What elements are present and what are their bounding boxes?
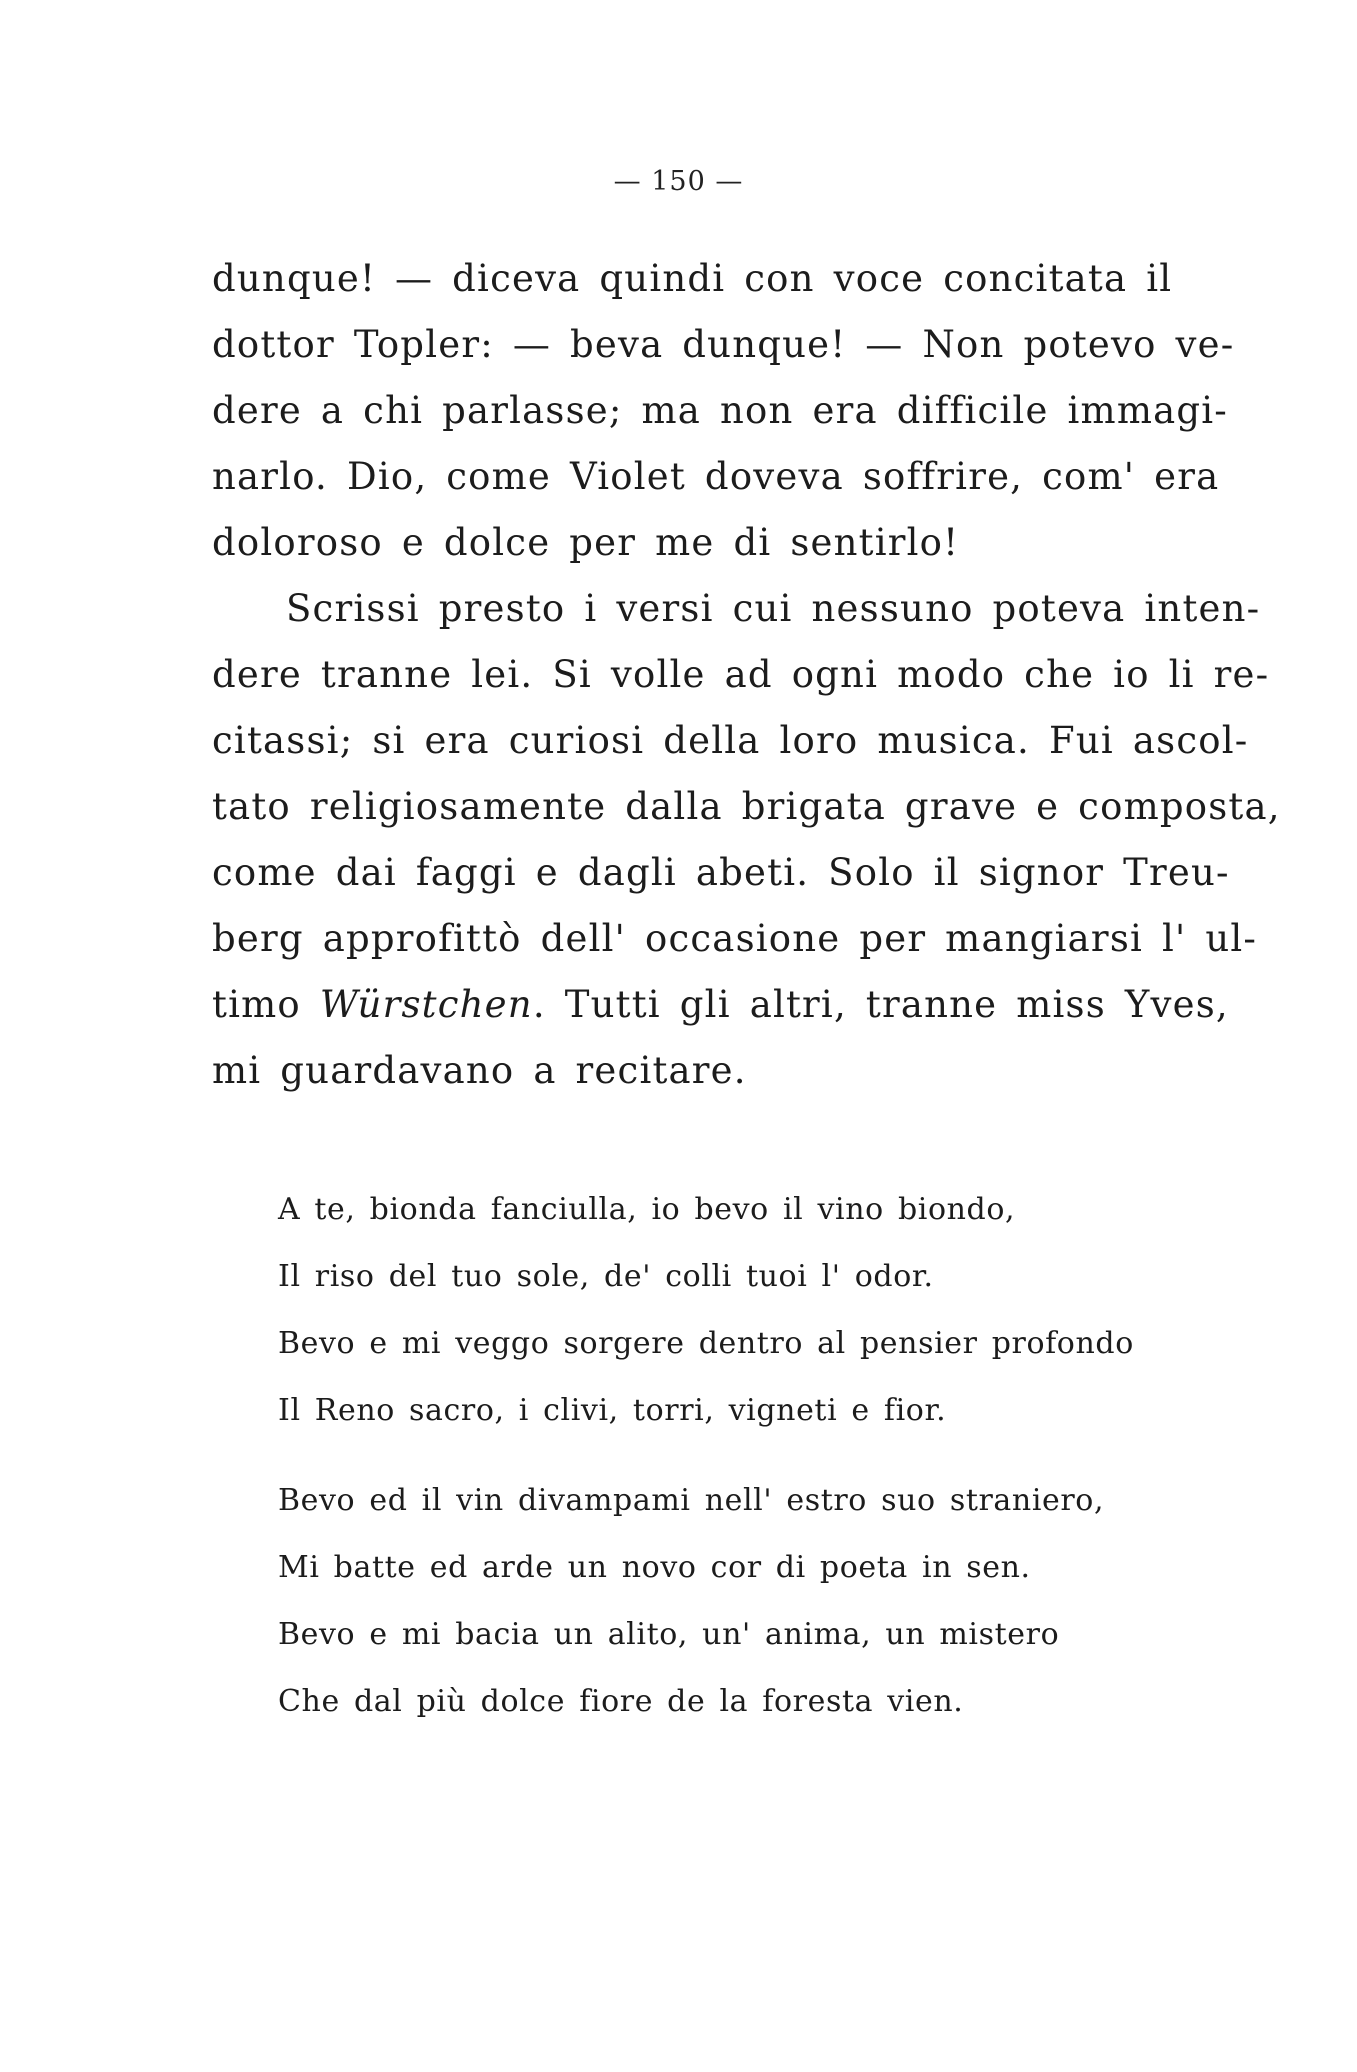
verse-line: Il Reno sacro, i clivi, torri, vigneti e fior. [278,1393,947,1428]
prose-block [212,246,1281,1104]
prose-line [212,972,1229,1038]
verse-line: Bevo e mi veggo sorgere dentro al pensier profondo [278,1326,1134,1361]
prose-line: Scrissi presto i versi cui nessuno poteva inten- [286,587,1261,630]
verse-line: Bevo ed il vin divampami nell' estro suo straniero, [278,1483,1105,1518]
prose-line: come dai faggi e dagli abeti. Solo il signor Treu- [212,851,1230,894]
prose-line: mi guardavano a recitare. [212,1049,747,1092]
italic-word: Würstchen [319,983,533,1026]
prose-line: dottor Topler: — beva dunque! — Non potevo ve- [212,323,1235,366]
prose-line: dunque! — diceva quindi con voce concitata il [212,257,1173,300]
prose-text: timo [212,983,320,1026]
verse-line: Il riso del tuo sole, de' colli tuoi l' odor. [278,1259,934,1294]
prose-line: dere tranne lei. Si volle ad ogni modo che io li re- [212,653,1270,696]
prose-line: narlo. Dio, come Violet doveva soffrire, com' era [212,455,1220,498]
prose-text: . Tutti gli altri, tranne miss Yves, [532,983,1229,1026]
prose-line: citassi; si era curiosi della loro musica. Fui ascol- [212,719,1249,762]
verse-line: A te, bionda fanciulla, io bevo il vino biondo, [278,1192,1016,1227]
page-number: — 150 — [613,166,744,197]
poem-stanza-1 [278,1176,1158,1444]
prose-line: berg approfittò dell' occasione per mangiarsi l' ul- [212,917,1258,960]
prose-line: doloroso e dolce per me di sentirlo! [212,521,960,564]
prose-line: dere a chi parlasse; ma non era difficile immagi- [212,389,1228,432]
poem-stanza-2 [278,1467,1158,1735]
verse-line: Mi batte ed arde un novo cor di poeta in sen. [278,1550,1031,1585]
verse-line: Bevo e mi bacia un alito, un' anima, un mistero [278,1617,1060,1652]
verse-line: Che dal più dolce fiore de la foresta vien. [278,1684,964,1719]
prose-line: tato religiosamente dalla brigata grave e composta, [212,785,1281,828]
